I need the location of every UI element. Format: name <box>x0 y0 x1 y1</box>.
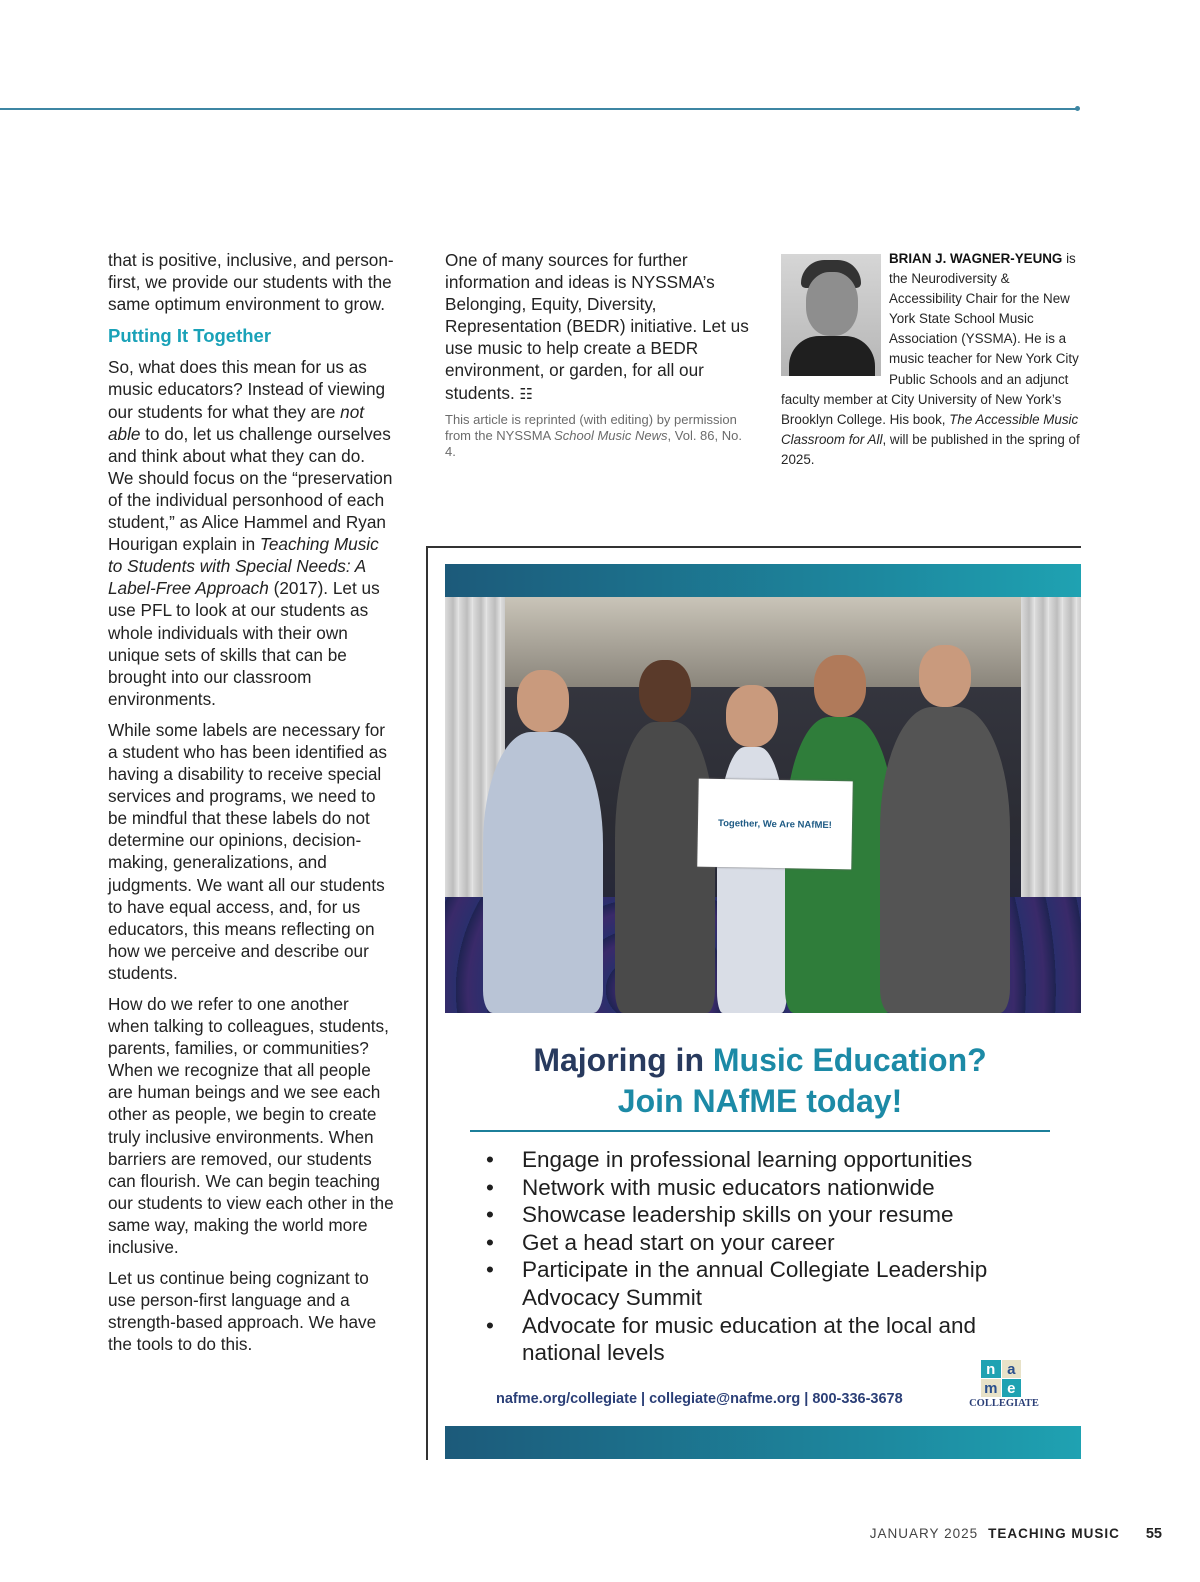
benefit-item: • Network with music educators nationwide <box>486 1174 1046 1202</box>
ad-headline <box>445 1040 1075 1122</box>
author-name: BRIAN J. WAGNER-YEUNG <box>889 251 1063 266</box>
end-mark-icon: ☷ <box>519 385 533 403</box>
text-run: One of many sources for further information and ideas is NYSSMA’s Belonging, Equity, Diversity, Representation (BEDR) initiative. Let us use music to help create a BEDR environment, or garden, for all our students. <box>445 250 749 403</box>
nafme-collegiate-logo <box>968 1360 1040 1412</box>
logo-word: COLLEGIATE <box>969 1398 1039 1409</box>
headline-rule <box>470 1130 1050 1132</box>
benefit-item: • Showcase leadership skills on your resume <box>486 1201 1046 1229</box>
ad-frame-left <box>426 546 428 1460</box>
logo-letter: m <box>981 1379 1001 1397</box>
text-run: (2017). Let us use PFL to look at our students as whole individuals with their own unique sets of skills that can be brought into our classroom environments. <box>108 578 380 709</box>
top-rule <box>0 108 1078 110</box>
logo-letter: n <box>981 1360 1001 1378</box>
author-bio <box>781 249 1081 470</box>
paragraph-1 <box>108 356 394 710</box>
text-run: is the Neurodiversity & Accessibility Chair for the New York State School Music Association (YSSMA). He is a music teacher for New York City Public Schools and an adjunct faculty member at City University of New York’s Brooklyn College. His book, <box>781 251 1079 427</box>
logo-letter: a <box>1002 1360 1022 1378</box>
ad-frame-top <box>426 546 1081 548</box>
logo-letter: e <box>1002 1379 1022 1397</box>
text-run: So, what does this mean for us as music educators? Instead of viewing our students for what they are <box>108 357 386 422</box>
benefit-item: • Engage in professional learning opportunities <box>486 1146 1046 1174</box>
paragraph-2: While some labels are necessary for a student who has been identified as having a disability to receive special services and programs, we need to be mindful that these labels do not determine our opinions, decision-making, generalizations, and judgments. We want all our students to have equal access, and, for us educators, this means reflecting on how we perceive and describe our students. <box>108 719 388 983</box>
paragraph-3: How do we refer to one another when talking to colleagues, students, parents, families, or communities? When we recognize that all people are human beings and we see each other as people, we begin to create truly inclusive environments. When barriers are removed, our students can flourish. We can begin teaching our students to view each other in the same way, making the world more inclusive. <box>108 994 394 1258</box>
benefit-item: • Advocate for music education at the local and national levels <box>486 1312 1046 1367</box>
publication-name: TEACHING MUSIC <box>988 1526 1120 1541</box>
headline-line-1 <box>445 1040 1075 1081</box>
student-1 <box>483 732 603 1013</box>
book-title: The Accessible Music Classroom for All <box>781 411 1079 447</box>
reprint-note <box>445 412 750 461</box>
benefit-item: • Participate in the annual Collegiate Leadership Advocacy Summit <box>486 1256 1046 1311</box>
paragraph-5 <box>445 249 750 406</box>
paragraph-4: Let us continue being cognizant to use person-first language and a strength-based approach. We have the tools to do this. <box>108 1268 377 1355</box>
student-5 <box>880 707 1010 1013</box>
emphasis: not able <box>108 401 365 444</box>
column-1 <box>108 249 394 1365</box>
student-2 <box>615 722 715 1013</box>
text-run: , will be published in the spring of 2025. <box>781 431 1080 467</box>
headline-line-2: Join NAfME today! <box>617 1083 903 1119</box>
benefit-item: • Get a head start on your career <box>486 1229 1046 1257</box>
text-run: , Vol. 86, No. 4. <box>445 427 742 460</box>
ad-bottom-band <box>445 1426 1081 1459</box>
top-rule-dot <box>1075 106 1080 111</box>
book-title: Teaching Music to Students with Special Needs: A Label-Free Approach <box>108 534 379 599</box>
headline-accent: Music Education? <box>712 1042 987 1078</box>
ad-top-band <box>445 564 1081 597</box>
column-2 <box>445 249 750 460</box>
page-number: 55 <box>1145 1526 1162 1542</box>
text-run: This article is reprinted (with editing) by permission from the NYSSMA <box>445 411 737 443</box>
page-footer <box>870 1526 1162 1542</box>
logo-grid <box>981 1360 1021 1397</box>
text-run: to do, let us challenge ourselves and think about what they can do. We should focus on the “preservation of the individual personhood of each student,” as Alice Hammel and Ryan Hourigan explain in <box>108 423 393 555</box>
photo-spacer <box>781 249 889 381</box>
issue-date: JANUARY 2025 <box>869 1526 979 1541</box>
ad-group-photo <box>445 597 1081 1013</box>
benefits-list <box>486 1146 1046 1367</box>
headline-text: Majoring in <box>533 1042 713 1078</box>
photo-sign: Together, We Are NAfME! <box>697 779 853 870</box>
intro-paragraph: that is positive, inclusive, and person-first, we provide our students with the same optimum environment to grow. <box>108 250 394 315</box>
publication-title: School Music News <box>554 427 668 443</box>
contact-line[interactable]: nafme.org/collegiate | collegiate@nafme.org | 800-336-3678 <box>496 1391 903 1407</box>
section-heading: Putting It Together <box>108 325 272 347</box>
